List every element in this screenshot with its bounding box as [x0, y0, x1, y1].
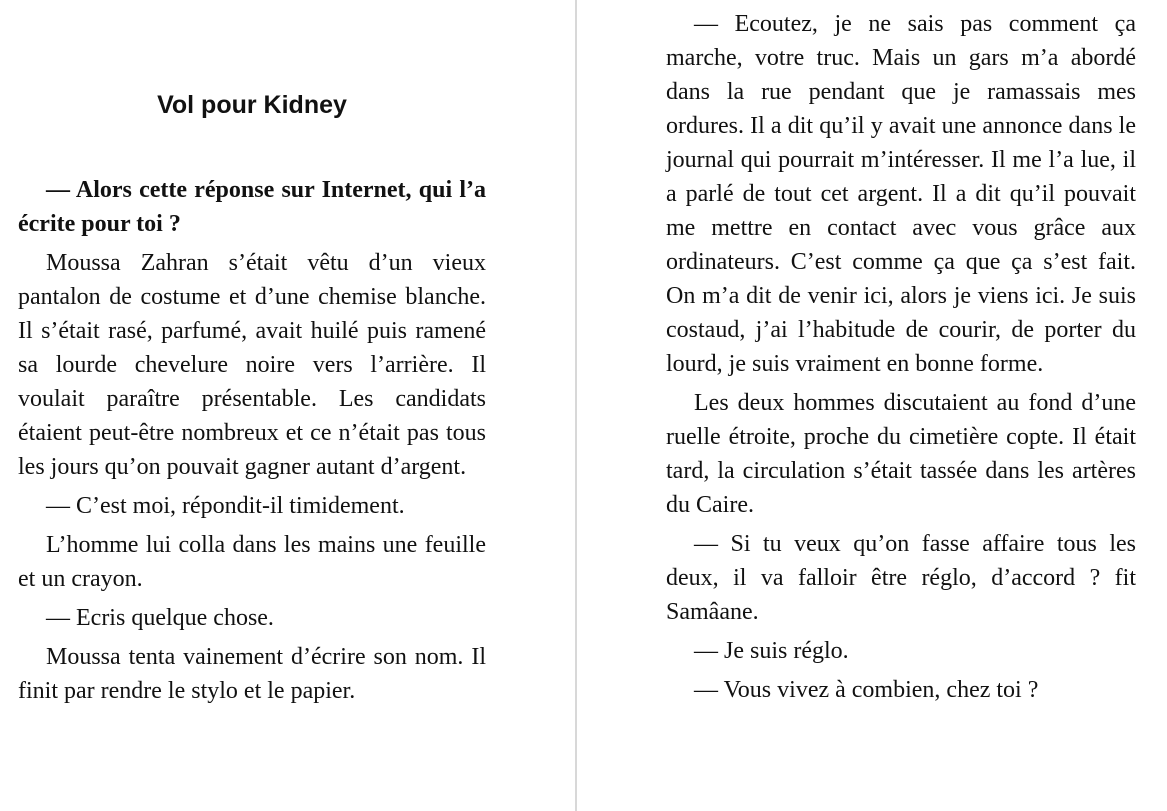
paragraph: L’homme lui colla dans les mains une feuille et un crayon. — [18, 532, 486, 592]
paragraph: Les deux hommes discutaient au fond d’une ruelle étroite, proche du cimetière copte. Il était tard, la circulation s’était tassée dans les artères du Caire. — [666, 390, 1136, 518]
paragraph: — Si tu veux qu’on fasse affaire tous les deux, il va falloir être réglo, d’accord ? fit Samâane. — [666, 531, 1136, 625]
paragraph: — Vous vivez à combien, chez toi ? — [694, 677, 1039, 703]
chapter-title: Vol pour Kidney — [157, 91, 347, 119]
page-divider — [575, 0, 577, 811]
left-page — [18, 0, 486, 811]
paragraph: — Ecris quelque chose. — [46, 605, 274, 631]
paragraph: Moussa tenta vainement d’écrire son nom. Il finit par rendre le stylo et le papier. — [18, 644, 486, 704]
paragraph: — Je suis réglo. — [694, 638, 849, 664]
right-page — [666, 0, 1136, 811]
paragraph: — Alors cette réponse sur Internet, qui l’a écrite pour toi ? — [18, 177, 486, 237]
paragraph: — C’est moi, répondit-il timidement. — [46, 493, 405, 519]
paragraph: — Ecoutez, je ne sais pas comment ça marche, votre truc. Mais un gars m’a abordé dans la rue pendant que je ramassais mes ordures. Il a dit qu’il y avait une annonce dans le journal qui pourrait m’intéresser. Il me l’a lue, il a parlé de tout cet argent. Il a dit qu’il pouvait me mettre en contact avec vous grâce aux ordinateurs. C’est comme ça que ça s’est fait. On m’a dit de venir ici, alors je viens ici. Je suis costaud, j’ai l’habitude de courir, de porter du lourd, je suis vraiment en bonne forme. — [666, 11, 1136, 377]
paragraph: Moussa Zahran s’était vêtu d’un vieux pantalon de costume et d’une chemise blanche. Il s’était rasé, parfumé, avait huilé puis ramené sa lourde chevelure noire vers l’arrière. Il voulait paraître présentable. Les candidats étaient peut-être nombreux et ce n’était pas tous les jours qu’on pouvait gagner autant d’argent. — [18, 250, 486, 480]
